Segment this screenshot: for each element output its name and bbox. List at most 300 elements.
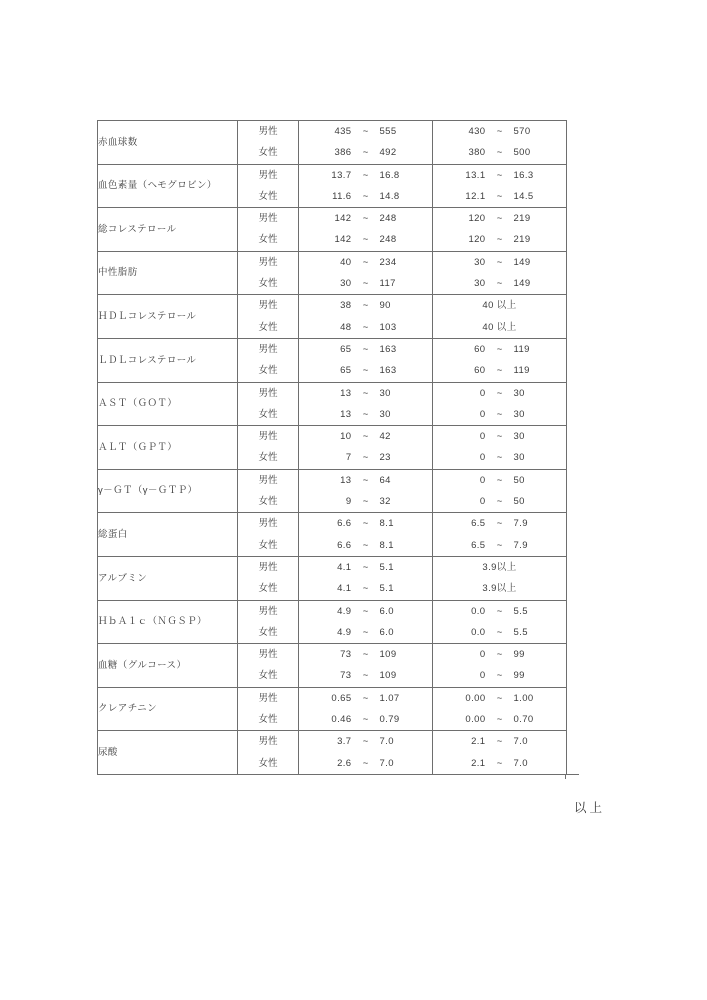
range-value (299, 578, 432, 599)
sex-cell (238, 687, 299, 709)
secondary-range-cell (433, 687, 567, 709)
sex-label: 女性 (258, 714, 278, 726)
range-low: 65 (340, 343, 352, 355)
table-row (98, 208, 567, 230)
range-value (433, 142, 566, 163)
range-separator-char: ~ (362, 365, 369, 377)
sex-label: 男性 (258, 561, 278, 573)
primary-range-cell (299, 622, 433, 644)
range-separator-char: ~ (496, 234, 503, 246)
range-value (433, 753, 566, 774)
range-separator-char: ~ (496, 256, 503, 268)
table-row (98, 687, 567, 709)
range-value (299, 665, 432, 686)
range-low: 73 (340, 649, 352, 661)
range-separator-char: ~ (496, 474, 503, 486)
sex-label: 女性 (258, 583, 278, 595)
range-high: 30 (513, 431, 525, 443)
range-low: 4.1 (337, 583, 352, 595)
sex-cell (238, 164, 299, 186)
range-low: 0.00 (465, 692, 486, 704)
sex-label: 男性 (258, 431, 278, 443)
range-high: 7.0 (379, 736, 394, 748)
secondary-range-cell (433, 186, 567, 208)
test-name: ＡＬＴ（ＧＰＴ） (98, 441, 178, 453)
range-low: 2.6 (337, 757, 352, 769)
range-low: 2.1 (471, 757, 486, 769)
range-low: 0 (479, 649, 486, 661)
range-low: 48 (340, 321, 352, 333)
secondary-range-cell (433, 121, 567, 143)
range-high: 23 (379, 452, 391, 464)
range-separator-char: ~ (496, 496, 503, 508)
range-high: 99 (513, 670, 525, 682)
table-row (98, 731, 567, 753)
range-value (299, 426, 432, 447)
range-value (433, 165, 566, 186)
range-separator-char: ~ (496, 518, 503, 530)
sex-label: 女性 (258, 365, 278, 377)
primary-range-cell (299, 360, 433, 382)
table-row (98, 426, 567, 448)
secondary-range-cell (433, 317, 567, 339)
range-low: 3.7 (337, 736, 352, 748)
range-value (299, 142, 432, 163)
range-separator-char: ~ (362, 343, 369, 355)
secondary-range-cell (433, 753, 567, 775)
range-high: 90 (379, 300, 391, 312)
range-separator-char: ~ (362, 670, 369, 682)
test-name: クレアチニン (98, 703, 158, 715)
range-high: 99 (513, 649, 525, 661)
range-high: 30 (513, 452, 525, 464)
range-high: 16.8 (379, 169, 400, 181)
range-high: 5.5 (513, 626, 528, 638)
sex-label: 男性 (258, 605, 278, 617)
threshold-text: 40 以上 (482, 300, 517, 312)
secondary-range-cell (433, 360, 567, 382)
test-name-cell (98, 644, 238, 688)
secondary-range-cell (433, 338, 567, 360)
range-value (299, 731, 432, 752)
test-name-cell (98, 164, 238, 208)
test-name: 中性脂肪 (98, 267, 138, 279)
secondary-range-cell (433, 208, 567, 230)
range-value (433, 665, 566, 686)
range-low: 430 (468, 126, 486, 137)
range-low: 380 (468, 147, 486, 159)
sex-label: 女性 (258, 234, 278, 246)
sex-cell (238, 644, 299, 666)
range-high: 163 (379, 343, 397, 355)
secondary-range-cell (433, 426, 567, 448)
range-value (299, 753, 432, 774)
range-value (433, 339, 566, 360)
range-separator-char: ~ (362, 626, 369, 638)
range-low: 4.9 (337, 626, 352, 638)
range-high: 8.1 (379, 518, 394, 530)
test-name: γ－ＧＴ（γ－ＧＴＰ） (98, 485, 198, 497)
range-value (433, 491, 566, 512)
range-separator-char: ~ (496, 343, 503, 355)
secondary-range-cell (433, 142, 567, 164)
range-value (299, 470, 432, 491)
sex-label: 男性 (258, 692, 278, 704)
range-value (299, 447, 432, 468)
sex-cell (238, 317, 299, 339)
primary-range-cell (299, 644, 433, 666)
table-row (98, 164, 567, 186)
test-name-cell (98, 556, 238, 600)
primary-range-cell (299, 426, 433, 448)
range-high: 149 (513, 256, 531, 268)
primary-range-cell (299, 186, 433, 208)
range-value (433, 229, 566, 250)
range-value (299, 186, 432, 207)
range-low: 2.1 (471, 736, 486, 748)
range-high: 50 (513, 496, 525, 508)
range-value (299, 339, 432, 360)
range-low: 0 (479, 496, 486, 508)
range-high: 14.5 (513, 190, 534, 202)
range-separator-char: ~ (496, 431, 503, 443)
sex-cell (238, 578, 299, 600)
range-low: 30 (474, 256, 486, 268)
range-high: 32 (379, 496, 391, 508)
range-high: 555 (379, 126, 397, 137)
range-separator-char: ~ (362, 583, 369, 595)
range-high: 64 (379, 474, 391, 486)
test-name-cell (98, 382, 238, 426)
range-value (433, 383, 566, 404)
range-low: 60 (474, 365, 486, 377)
sex-cell (238, 622, 299, 644)
test-name-cell (98, 600, 238, 644)
test-name: ＬＤＬコレステロール (98, 354, 197, 366)
range-low: 30 (474, 278, 486, 290)
secondary-range-cell (433, 404, 567, 426)
secondary-range-cell (433, 578, 567, 600)
sex-label: 女性 (258, 670, 278, 682)
range-low: 6.6 (337, 518, 352, 530)
range-separator-char: ~ (496, 714, 503, 726)
range-high: 5.1 (379, 583, 394, 595)
range-value (433, 644, 566, 665)
sex-label: 女性 (258, 278, 278, 290)
range-value (299, 535, 432, 556)
range-high: 7.0 (379, 757, 394, 769)
range-low: 38 (340, 300, 352, 312)
test-name: 血色素量（ヘモグロビン） (98, 180, 217, 192)
secondary-range-cell (433, 513, 567, 535)
range-high: 7.9 (513, 518, 528, 530)
sex-cell (238, 208, 299, 230)
range-low: 9 (345, 496, 352, 508)
range-value (433, 273, 566, 294)
sex-cell (238, 251, 299, 273)
range-high: 0.70 (513, 714, 534, 726)
range-high: 492 (379, 147, 397, 159)
range-low: 435 (334, 126, 352, 137)
test-name: 血糖（グルコース） (98, 659, 187, 671)
threshold-text: 3.9以上 (482, 583, 517, 595)
range-low: 65 (340, 365, 352, 377)
primary-range-cell (299, 382, 433, 404)
sex-label: 男性 (258, 300, 278, 312)
secondary-range-cell (433, 251, 567, 273)
range-separator-char: ~ (362, 256, 369, 268)
sex-cell (238, 186, 299, 208)
range-low: 4.1 (337, 561, 352, 573)
primary-range-cell (299, 208, 433, 230)
sex-label: 女性 (258, 626, 278, 638)
range-high: 6.0 (379, 626, 394, 638)
range-high: 14.8 (379, 190, 400, 202)
range-separator-char: ~ (362, 452, 369, 464)
range-low: 12.1 (465, 190, 486, 202)
primary-range-cell (299, 513, 433, 535)
primary-range-cell (299, 665, 433, 687)
secondary-range-cell (433, 469, 567, 491)
range-low: 13.7 (331, 169, 352, 181)
range-low: 6.5 (471, 539, 486, 551)
range-value (433, 731, 566, 752)
secondary-range-cell (433, 382, 567, 404)
range-value (433, 601, 566, 622)
range-high: 1.00 (513, 692, 534, 704)
test-name: 総蛋白 (98, 528, 128, 540)
range-separator-char: ~ (362, 300, 369, 312)
sex-cell (238, 229, 299, 251)
range-low: 6.5 (471, 518, 486, 530)
secondary-range-cell (433, 622, 567, 644)
primary-range-cell (299, 447, 433, 469)
primary-range-cell (299, 121, 433, 143)
range-value (299, 622, 432, 643)
range-separator-char: ~ (362, 169, 369, 181)
range-separator-char: ~ (362, 757, 369, 769)
range-value (299, 688, 432, 709)
range-separator-char: ~ (362, 234, 369, 246)
range-value (433, 447, 566, 468)
range-value (299, 557, 432, 578)
sex-cell (238, 513, 299, 535)
primary-range-cell (299, 142, 433, 164)
primary-range-cell (299, 229, 433, 251)
range-high: 30 (379, 387, 391, 399)
range-high: 50 (513, 474, 525, 486)
range-high: 5.1 (379, 561, 394, 573)
sex-cell (238, 535, 299, 557)
range-value (299, 229, 432, 250)
range-separator-char: ~ (362, 496, 369, 508)
range-high: 119 (513, 365, 530, 377)
range-low: 6.6 (337, 539, 352, 551)
range-value (433, 535, 566, 556)
range-low: 0.0 (471, 605, 486, 617)
primary-range-cell (299, 687, 433, 709)
primary-range-cell (299, 731, 433, 753)
test-name: ＨｂＡ１ｃ（ＮＧＳＰ） (98, 616, 207, 628)
range-high: 219 (513, 234, 531, 246)
range-value (299, 208, 432, 229)
range-separator-char: ~ (362, 431, 369, 443)
sex-label: 男性 (258, 649, 278, 661)
test-name-cell (98, 426, 238, 470)
range-separator-char: ~ (496, 365, 503, 377)
sex-cell (238, 447, 299, 469)
range-high: 6.0 (379, 605, 394, 617)
sex-label: 女性 (258, 190, 278, 202)
range-separator-char: ~ (496, 605, 503, 617)
table-row (98, 469, 567, 491)
sex-label: 女性 (258, 757, 278, 769)
sex-cell (238, 491, 299, 513)
range-high: 117 (379, 278, 396, 290)
sex-label: 男性 (258, 256, 278, 268)
range-separator-char: ~ (496, 692, 503, 704)
range-high: 248 (379, 234, 397, 246)
range-value (299, 317, 432, 338)
sex-label: 男性 (258, 343, 278, 355)
range-separator-char: ~ (496, 408, 503, 420)
range-low: 13 (340, 408, 352, 420)
range-low: 7 (345, 452, 352, 464)
secondary-range-cell (433, 229, 567, 251)
primary-range-cell (299, 295, 433, 317)
range-separator-char: ~ (362, 605, 369, 617)
primary-range-cell (299, 317, 433, 339)
test-name-cell (98, 338, 238, 382)
sex-label: 男性 (258, 126, 278, 137)
range-high: 7.0 (513, 757, 528, 769)
range-low: 60 (474, 343, 486, 355)
sex-label: 男性 (258, 736, 278, 748)
table-row (98, 600, 567, 622)
sex-cell (238, 556, 299, 578)
sex-label: 女性 (258, 321, 278, 333)
range-separator-char: ~ (362, 539, 369, 551)
range-separator-char: ~ (496, 213, 503, 225)
range-low: 0 (479, 474, 486, 486)
secondary-range-cell (433, 600, 567, 622)
test-name: 総コレステロール (98, 223, 177, 235)
sex-cell (238, 665, 299, 687)
range-value (299, 360, 432, 381)
sex-cell (238, 404, 299, 426)
range-high: 42 (379, 431, 391, 443)
range-value (433, 688, 566, 709)
sex-label: 女性 (258, 496, 278, 508)
range-separator-char: ~ (496, 169, 503, 181)
range-high: 0.79 (379, 714, 400, 726)
primary-range-cell (299, 338, 433, 360)
test-name-cell (98, 731, 238, 775)
range-high: 5.5 (513, 605, 528, 617)
range-low: 0.00 (465, 714, 486, 726)
sex-cell (238, 709, 299, 731)
table-row (98, 644, 567, 666)
range-separator-char: ~ (362, 714, 369, 726)
sex-cell (238, 382, 299, 404)
sex-cell (238, 600, 299, 622)
test-name: ＨＤＬコレステロール (98, 311, 197, 323)
range-separator-char: ~ (496, 278, 503, 290)
range-high: 1.07 (379, 692, 400, 704)
sex-cell (238, 142, 299, 164)
range-low: 13 (340, 474, 352, 486)
secondary-range-cell (433, 665, 567, 687)
range-separator-char: ~ (362, 278, 369, 290)
table-row (98, 251, 567, 273)
primary-range-cell (299, 753, 433, 775)
range-low: 13 (340, 387, 352, 399)
secondary-range-cell (433, 273, 567, 295)
range-separator-char: ~ (362, 213, 369, 225)
range-value (299, 295, 432, 316)
test-name-cell (98, 208, 238, 252)
sex-cell (238, 753, 299, 775)
primary-range-cell (299, 491, 433, 513)
reference-table-body (98, 121, 567, 775)
test-name: ＡＳＴ（ＧＯＴ） (98, 398, 178, 410)
range-separator-char: ~ (496, 387, 503, 399)
sex-cell (238, 121, 299, 143)
secondary-range-cell (433, 644, 567, 666)
range-value (299, 513, 432, 534)
sex-label: 男性 (258, 169, 278, 181)
range-value (433, 426, 566, 447)
table-row (98, 338, 567, 360)
range-value (299, 644, 432, 665)
range-separator-char: ~ (496, 670, 503, 682)
secondary-range-cell (433, 731, 567, 753)
range-value (433, 121, 566, 142)
range-high: 149 (513, 278, 531, 290)
range-low: 120 (468, 213, 486, 225)
range-value (433, 208, 566, 229)
range-high: 109 (379, 649, 397, 661)
range-separator-char: ~ (362, 126, 369, 137)
range-value (299, 491, 432, 512)
primary-range-cell (299, 535, 433, 557)
primary-range-cell (299, 556, 433, 578)
range-separator-char: ~ (496, 736, 503, 748)
sex-cell (238, 426, 299, 448)
range-high: 7.9 (513, 539, 528, 551)
range-separator-char: ~ (362, 649, 369, 661)
range-low: 142 (334, 234, 352, 246)
range-separator-char: ~ (362, 408, 369, 420)
sex-cell (238, 273, 299, 295)
primary-range-cell (299, 600, 433, 622)
range-value (433, 252, 566, 273)
primary-range-cell (299, 273, 433, 295)
range-low: 0 (479, 387, 486, 399)
sex-label: 女性 (258, 408, 278, 420)
range-high: 163 (379, 365, 397, 377)
range-high: 7.0 (513, 736, 528, 748)
range-value (433, 470, 566, 491)
range-low: 142 (334, 213, 352, 225)
range-low: 73 (340, 670, 352, 682)
range-low: 10 (340, 431, 352, 443)
primary-range-cell (299, 578, 433, 600)
range-value (433, 709, 566, 730)
range-value (433, 360, 566, 381)
test-name-cell (98, 469, 238, 513)
range-high: 248 (379, 213, 397, 225)
